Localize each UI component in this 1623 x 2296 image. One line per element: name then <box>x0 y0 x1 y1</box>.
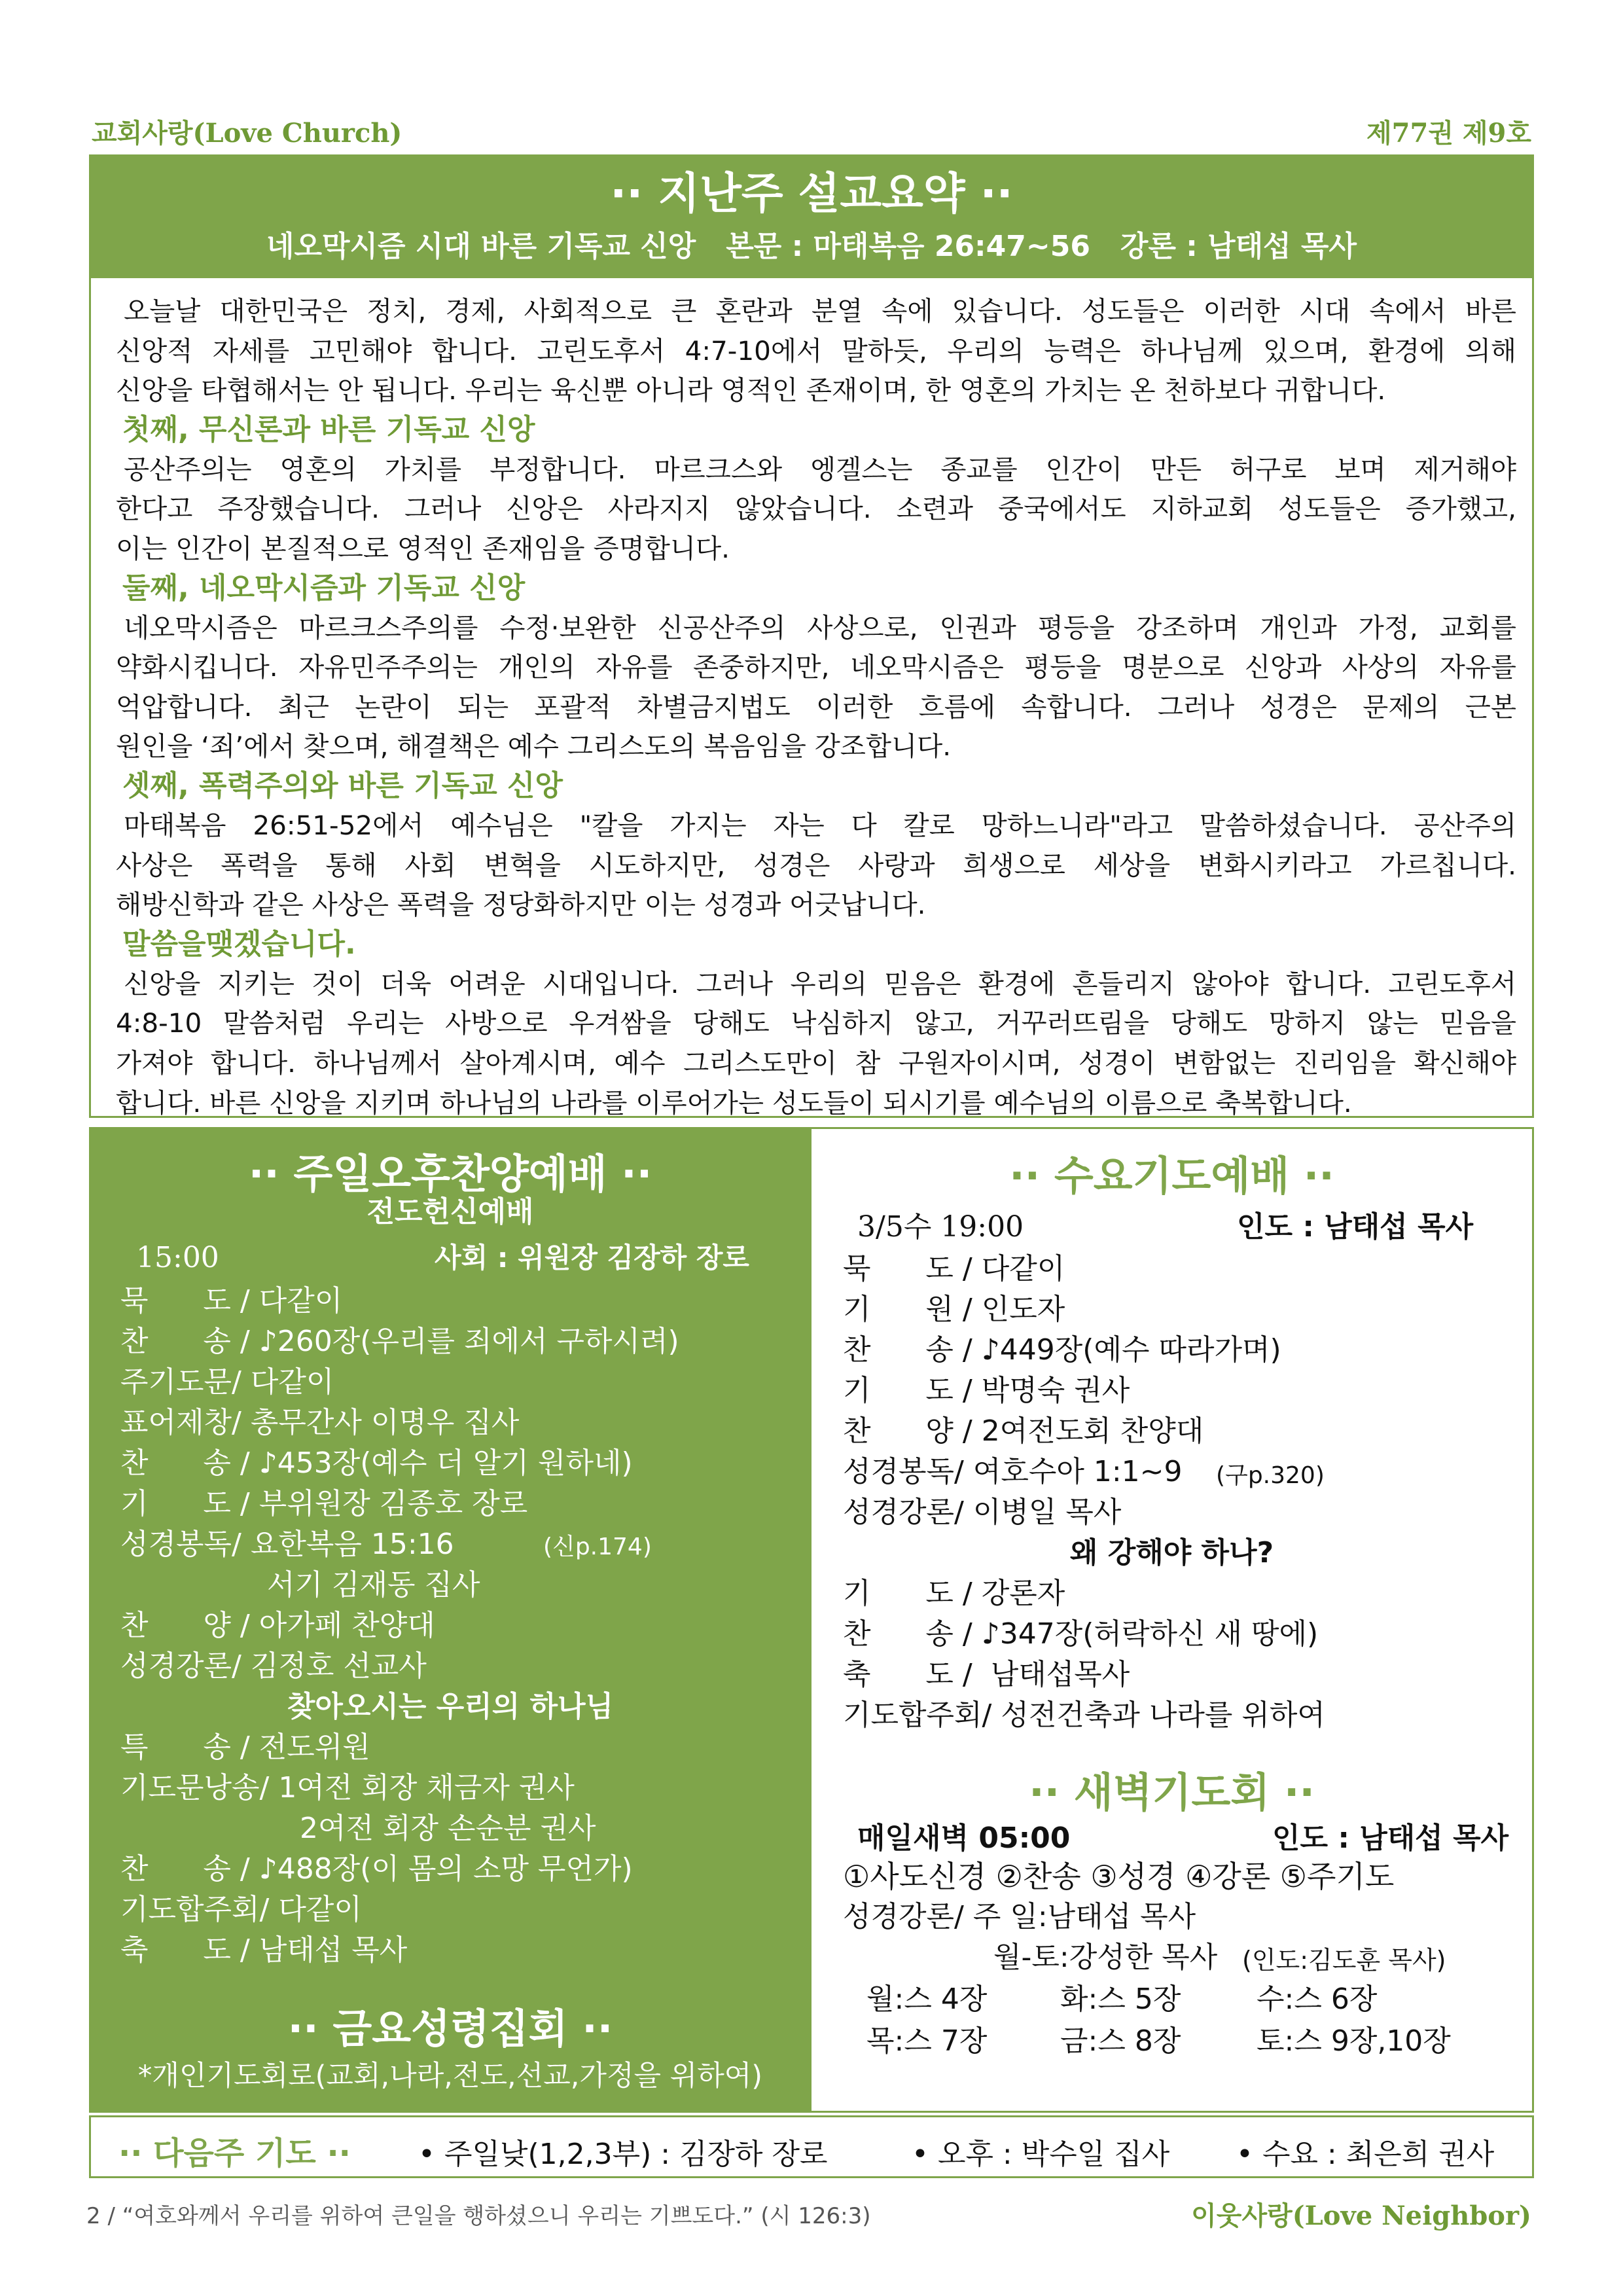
sermon-line: 이는 인간이 본질적으로 영적인 존재임을 증명합니다. <box>116 532 730 564</box>
wednesday-section <box>812 1127 1534 2113</box>
order-item: 성경강론/ 이병일 목사 <box>843 1496 1122 1529</box>
sermon-subtitle: 네오막시즘 시대 바른 기독교 신앙 본문 : 마태복음 26:47~56 강론 : 남태섭 목사 <box>266 230 1357 263</box>
order-item: 표어제창/ 총무간사 이명우 집사 <box>120 1406 520 1439</box>
sermon-line: 한다고 주장했습니다. 그러나 신앙은 사라지지 않았습니다. 소련과 중국에서도 지하교회 성도들은 증가했고, <box>116 493 1516 525</box>
sermon-line: 신앙을 지키는 것이 더욱 어려운 시대입니다. 그러나 우리의 믿음은 환경에 흔들리지 않아야 합니다. 고린도후서 <box>124 967 1516 999</box>
header-left: 교회사랑(Love Church) <box>92 118 402 149</box>
sermon-title-pm: 찾아오시는 우리의 하나님 <box>287 1690 614 1723</box>
footer-right: 이웃사랑(Love Neighbor) <box>1191 2200 1531 2231</box>
sermon-line: 공산주의는 영혼의 가치를 부정합니다. 마르크스와 엥겔스는 종교를 인간이 만든 허구로 보며 제거해야 <box>124 453 1516 485</box>
sermon-line: 4:8-10 말씀처럼 우리는 사방으로 우겨쌈을 당해도 낙심하지 않고, 거꾸러뜨림을 당해도 망하지 않는 믿음을 <box>116 1007 1516 1039</box>
order-item: 축 도 / 남태섭목사 <box>843 1658 1130 1691</box>
sermon-title: ·· 지난주 설교요약 ·· <box>610 168 1013 219</box>
order-item: 축 도 / 남태섭 목사 <box>120 1933 408 1967</box>
wednesday-leader: 인도 : 남태섭 목사 <box>1237 1210 1474 1244</box>
order-item: 기 도 / 부위원장 김종호 장로 <box>120 1487 528 1520</box>
scripture-page: (신p.174) <box>543 1534 652 1560</box>
order-item: 서기 김재동 집사 <box>267 1568 480 1602</box>
dawn-hymn: 목:스 7장 <box>866 2024 988 2058</box>
next-prayer-section <box>89 2115 1534 2178</box>
sermon-heading-3: 셋째, 폭력주의와 바른 기독교 신앙 <box>122 768 563 802</box>
prayer-item: • 오후 : 박수일 집사 <box>912 2138 1170 2171</box>
sermon-heading-1: 첫째, 무신론과 바른 기독교 신앙 <box>122 412 535 446</box>
prayer-item: • 주일낮(1,2,3부) : 김장하 장로 <box>418 2138 828 2171</box>
dawn-weekday: 월-토:강성한 목사 <box>993 1941 1218 1974</box>
sunday-pm-time: 15:00 <box>136 1241 219 1274</box>
sermon-line: 합니다. 바른 신앙을 지키며 하나님의 나라를 이루어가는 성도들이 되시기를 예수님의 이름으로 축복합니다. <box>116 1086 1352 1119</box>
order-item: 기 도 / 강론자 <box>843 1577 1065 1610</box>
sermon-title-wed: 왜 강해야 하나? <box>1069 1536 1274 1570</box>
sermon-header <box>91 156 1532 278</box>
dawn-hymn: 수:스 6장 <box>1257 1982 1378 2016</box>
prayer-item: • 수요 : 최은희 권사 <box>1236 2138 1495 2171</box>
sermon-line: 원인을 ‘죄’에서 찾으며, 해결책은 예수 그리스도의 복음임을 강조합니다. <box>116 730 952 762</box>
next-prayer-title: ·· 다음주 기도 ·· <box>118 2135 351 2172</box>
dawn-order: ①사도신경 ②찬송 ③성경 ④강론 ⑤주기도 <box>843 1859 1395 1894</box>
sermon-line: 억압합니다. 최근 논란이 되는 포괄적 차별금지법도 이러한 흐름에 속합니다. 그러나 성경은 문제의 근본 <box>116 691 1516 723</box>
dawn-hymn: 화:스 5장 <box>1060 1982 1181 2016</box>
sermon-line: 신앙적 자세를 고민해야 합니다. 고린도후서 4:7-10에서 말하듯, 우리의 능력은 하나님께 있으며, 환경에 의해 <box>116 334 1516 367</box>
order-item: 찬 송 / ♪488장(이 몸의 소망 무언가) <box>120 1852 633 1886</box>
dawn-time: 매일새벽 05:00 <box>857 1821 1071 1855</box>
order-item: 찬 송 / ♪347장(허락하신 새 땅에) <box>843 1617 1319 1651</box>
sunday-pm-title: ·· 주일오후찬양예배 ·· <box>248 1150 652 1198</box>
dawn-hymn: 토:스 9장,10장 <box>1257 2024 1451 2058</box>
order-item: 2여전 회장 손순분 권사 <box>300 1812 596 1845</box>
order-item: 기도합주회/ 다같이 <box>120 1893 362 1926</box>
sermon-body <box>116 291 1516 1122</box>
scripture-page: (구p.320) <box>1216 1462 1325 1489</box>
friday-title: ·· 금요성령집회 ·· <box>287 2005 613 2053</box>
dawn-sunday: 성경강론/ 주 일:남태섭 목사 <box>843 1900 1196 1933</box>
order-item: 기 원 / 인도자 <box>843 1293 1065 1326</box>
sermon-line: 해방신학과 같은 사상은 폭력을 정당화하지만 이는 성경과 어긋납니다. <box>116 889 926 921</box>
wednesday-title: ·· 수요기도예배 ·· <box>1009 1152 1334 1200</box>
sermon-line: 마태복음 26:51-52에서 예수님은 "칼을 가지는 자는 다 칼로 망하느니라"라고 말씀하셨습니다. 공산주의 <box>124 809 1516 841</box>
sermon-section <box>89 154 1534 1118</box>
dawn-leader: 인도 : 남태섭 목사 <box>1272 1821 1509 1855</box>
sermon-heading-4: 말씀을맺겠습니다. <box>122 927 356 961</box>
order-item: 찬 양 / 2여전도회 찬양대 <box>843 1414 1204 1448</box>
dawn-title: ·· 새벽기도회 ·· <box>1029 1768 1315 1816</box>
sunday-pm-section <box>89 1127 812 2113</box>
wednesday-time: 3/5수 19:00 <box>857 1210 1024 1244</box>
order-item: 기도합주회/ 성전건축과 나라를 위하여 <box>843 1698 1325 1732</box>
order-item: 특 송 / 전도위원 <box>120 1731 370 1764</box>
dawn-hymn: 금:스 8장 <box>1060 2024 1181 2058</box>
order-item: 찬 송 / ♪453장(예수 더 알기 원하네) <box>120 1446 633 1480</box>
order-item: 주기도문/ 다같이 <box>120 1365 334 1399</box>
footer-left: 2 / “여호와께서 우리를 위하여 큰일을 행하셨으니 우리는 기쁘도다.” (시 126:3) <box>86 2203 871 2229</box>
order-item: 성경강론/ 김정호 선교사 <box>120 1649 427 1683</box>
order-item: 찬 송 / ♪260장(우리를 죄에서 구하시려) <box>120 1325 679 1358</box>
sermon-line: 오늘날 대한민국은 정치, 경제, 사회적으로 큰 혼란과 분열 속에 있습니다. 성도들은 이러한 시대 속에서 바른 <box>124 295 1516 327</box>
order-item: 성경봉독/ 여호수아 1:1~9 <box>843 1455 1183 1488</box>
sermon-line: 사상은 폭력을 통해 사회 변혁을 시도하지만, 성경은 사랑과 희생으로 세상을 변화시키라고 가르칩니다. <box>116 849 1516 881</box>
order-item: 성경봉독/ 요한복음 15:16 <box>120 1528 454 1561</box>
sermon-line: 가져야 합니다. 하나님께서 살아계시며, 예수 그리스도만이 참 구원자이시며, 성경이 변함없는 진리임을 확신해야 <box>116 1047 1516 1079</box>
order-item: 찬 양 / 아가페 찬양대 <box>120 1609 435 1642</box>
dawn-hymn: 월:스 4장 <box>866 1982 988 2016</box>
sunday-pm-host: 사회 : 위원장 김장하 장로 <box>435 1242 750 1274</box>
sermon-line: 신앙을 타협해서는 안 됩니다. 우리는 육신뿐 아니라 영적인 존재이며, 한 영혼의 가치는 온 천하보다 귀합니다. <box>116 374 1386 406</box>
order-item: 찬 송 / ♪449장(예수 따라가며) <box>843 1333 1281 1367</box>
friday-desc: *개인기도회로(교회,나라,전도,선교,가정을 위하여) <box>137 2060 763 2092</box>
sermon-line: 네오막시즘은 마르크스주의를 수정·보완한 신공산주의 사상으로, 인권과 평등을 강조하며 개인과 가정, 교회를 <box>124 611 1516 643</box>
order-item: 기도문낭송/ 1여전 회장 채금자 권사 <box>120 1771 575 1804</box>
order-item: 묵 도 / 다같이 <box>120 1284 343 1318</box>
order-item: 묵 도 / 다같이 <box>843 1252 1065 1285</box>
header-right: 제77권 제9호 <box>1366 118 1531 149</box>
sermon-line: 약화시킵니다. 자유민주주의는 개인의 자유를 존중하지만, 네오막시즘은 평등을 명분으로 신앙과 사상의 자유를 <box>116 651 1516 683</box>
dawn-weekday-note: (인도:김도훈 목사) <box>1242 1946 1446 1975</box>
sermon-heading-2: 둘째, 네오막시즘과 기독교 신앙 <box>122 571 526 605</box>
sunday-pm-subtitle: 전도헌신예배 <box>366 1195 534 1229</box>
order-item: 기 도 / 박명숙 권사 <box>843 1374 1130 1407</box>
